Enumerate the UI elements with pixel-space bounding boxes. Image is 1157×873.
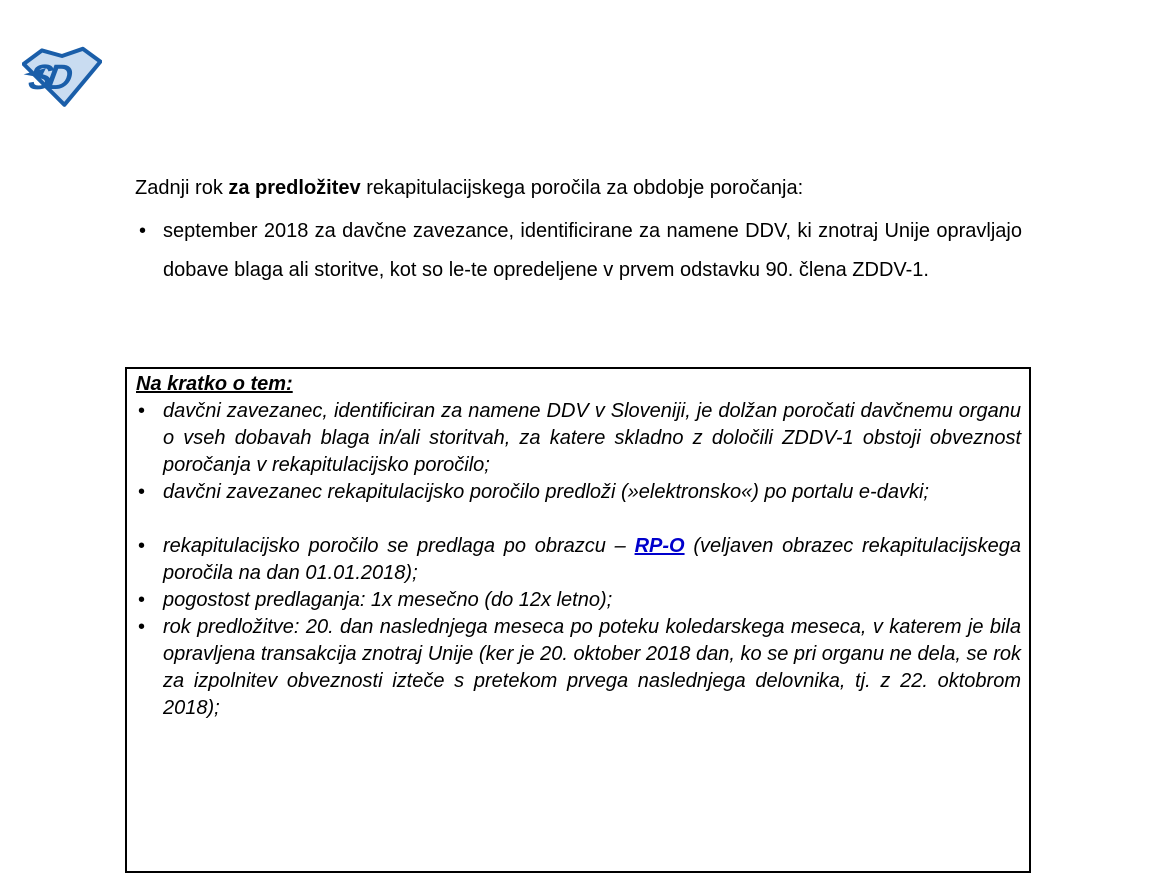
blank-line [136,506,1021,533]
sd-diamond-logo [22,45,102,107]
box-bullet-text-3-after: (veljaven obrazec rekapitulacijskega poročila na dan 01.01.2018); [163,535,1021,584]
bullet-dot-icon: • [138,589,146,611]
lead-bold-phrase: za predložitev [228,177,361,199]
bullet-dot-icon: • [138,481,146,503]
summary-box-heading: Na kratko o tem: [136,373,293,395]
list-item [136,614,1021,722]
list-item [136,479,1021,506]
intro-bullet-list [135,212,1022,290]
list-item [136,398,1021,479]
sd-diamond-logo-icon [22,45,102,107]
box-bullet-text-1: davčni zavezanec, identificiran za namene DDV v Sloveniji, je dolžan poročati davčnemu organu o vseh dobavah blaga in/ali storitvah, za katere skladno z določili ZDDV-1 obstoji obveznost poročanja v rekapitulacijsko poročilo; [163,400,1021,476]
box-bullet-text-4: pogostost predlaganja: 1x mesečno (do 12x letno); [163,589,613,611]
bullet-dot-icon: • [139,220,147,242]
bullet-dot-icon: • [138,535,146,557]
lead-prefix: Zadnji rok [135,177,229,199]
bullet-dot-icon: • [138,616,146,638]
box-bullet-text-2: davčni zavezanec rekapitulacijsko poročilo predloži (»elektronsko«) po portalu e-davki; [163,481,929,503]
list-item [136,587,1021,614]
summary-box [125,367,1031,873]
bullet-dot-icon: • [138,400,146,422]
box-bullet-text-3-before: rekapitulacijsko poročilo se predlaga po obrazcu – [163,535,635,557]
box-bullet-text-5: rok predložitve: 20. dan naslednjega meseca po poteku koledarskega meseca, v katerem je bila opravljena transakcija znotraj Unije (ker je 20. oktober 2018 dan, ko se pri organu ne dela, se rok za izpolnitev obveznosti izteče s pretekom prvega naslednjega delovnika, tj. z 22. oktobrom 2018); [163,616,1021,719]
list-item [135,212,1022,290]
lead-sentence [135,176,1030,200]
lead-suffix: rekapitulacijskega poročila za obdobje poročanja: [360,177,804,199]
logo-monogram: SD [25,57,71,97]
rp-o-link[interactable]: RP-O [634,535,685,557]
intro-bullet-text: september 2018 za davčne zavezance, identificirane za namene DDV, ki znotraj Unije opravljajo dobave blaga ali storitve, kot so le-te opredeljene v prvem odstavku 90. člena ZDDV-1. [163,220,1022,281]
list-item [136,533,1021,587]
